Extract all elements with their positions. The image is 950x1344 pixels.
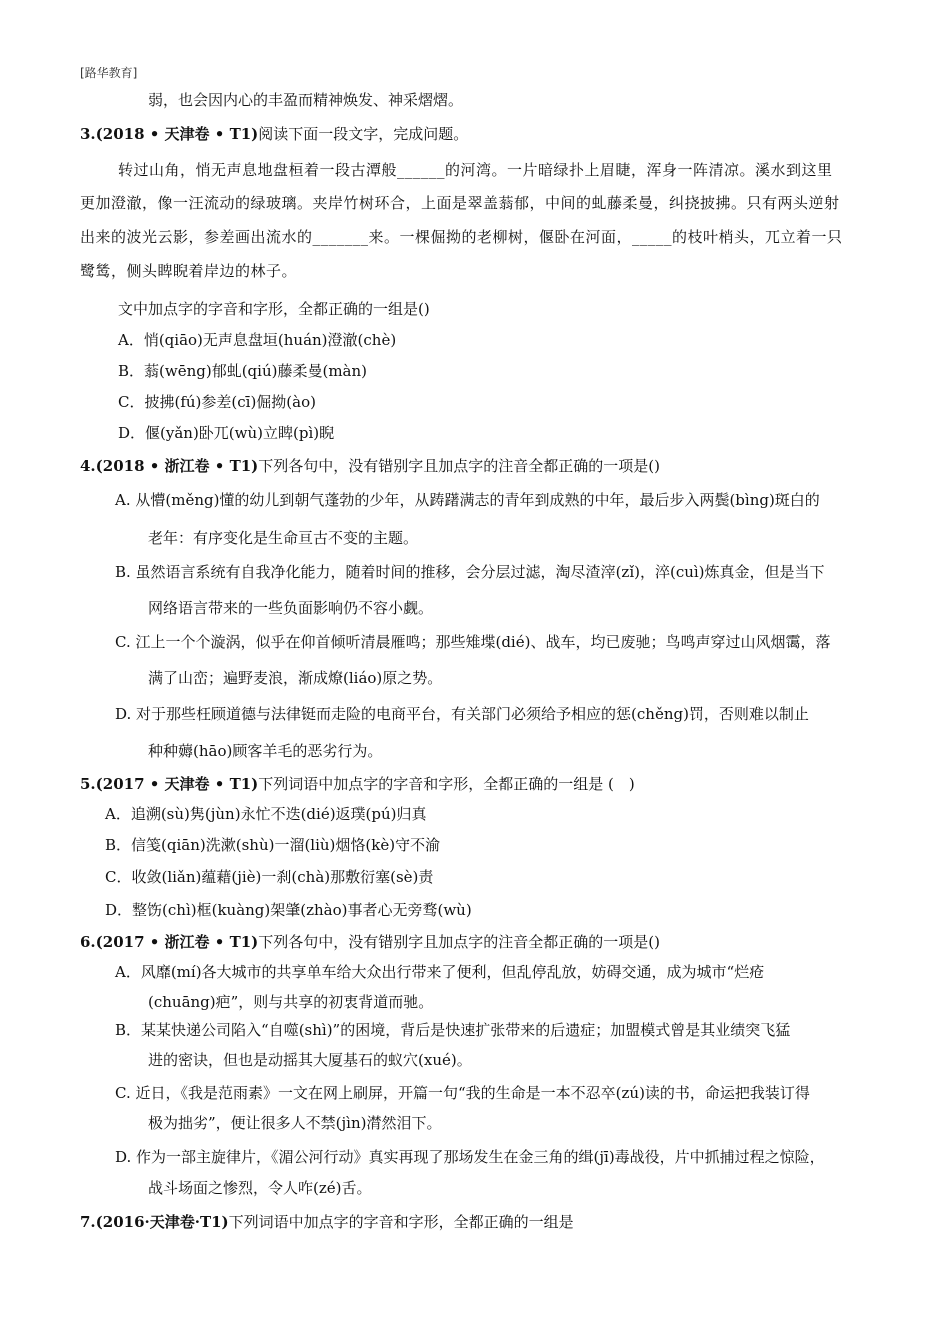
question-4-heading bbox=[80, 456, 660, 476]
question-6-stem: 下列各句中，没有错别字且加点字的注音全都正确的一项是() bbox=[258, 933, 660, 951]
question-5-title: 5.(2017 • 天津卷 • T1) bbox=[80, 775, 259, 793]
question-6-heading bbox=[80, 932, 660, 952]
question-6-title: 6.(2017 • 浙江卷 • T1) bbox=[80, 933, 259, 951]
question-6-option-a: A．风靡(mí)各大城市的共享单车给大众出行带来了便利，但乱停乱放，妨碍交通，成为城市“烂疮 bbox=[115, 963, 765, 981]
question-3-option-b: B．蓊(wēng)郁虬(qiú)藤柔曼(màn) bbox=[118, 362, 368, 380]
question-6-option-d: D. 作为一部主旋律片，《湄公河行动》真实再现了那场发生在金三角的缉(jī)毒战役，片中抓捕过程之惊险， bbox=[115, 1148, 825, 1166]
question-4-option-d-cont: 种种薅(hāo)顾客羊毛的恶劣行为。 bbox=[148, 742, 383, 760]
question-7-stem: 下列词语中加点字的字音和字形，全都正确的一组是 bbox=[228, 1213, 574, 1231]
question-6-option-c: C. 近日，《我是范雨素》一文在网上刷屏，开篇一句“我的生命是一本不忍卒(zú)读的书，命运把我装订得 bbox=[115, 1084, 810, 1102]
question-5-option-c: C．收敛(liǎn)蕴藉(jiè)一刹(chà)那敷衍塞(sè)责 bbox=[105, 868, 434, 886]
question-6-option-c-cont: 极为拙劣”，便让很多人不禁(jìn)潸然泪下。 bbox=[148, 1114, 442, 1132]
intro-line: 弱，也会因内心的丰盈而精神焕发、神采熠熠。 bbox=[148, 91, 464, 109]
question-4-option-b: B. 虽然语言系统有自我净化能力，随着时间的推移，会分层过滤，淘尽渣滓(zǐ)，淬(cuì)炼真金，但是当下 bbox=[115, 563, 825, 581]
question-5-stem: 下列词语中加点字的字音和字形，全都正确的一组是 ( ) bbox=[258, 775, 635, 793]
question-3-stem: 文中加点字的字音和字形，全都正确的一组是() bbox=[118, 300, 430, 318]
page-header: [路华教育] bbox=[80, 66, 138, 80]
question-4-option-c-cont: 满了山峦；遍野麦浪，渐成燎(liáo)原之势。 bbox=[148, 669, 443, 687]
question-4-title: 4.(2018 • 浙江卷 • T1) bbox=[80, 457, 259, 475]
question-4-option-a: A. 从懵(měng)懂的幼儿到朝气蓬勃的少年，从踌躇满志的青年到成熟的中年，最后步入两鬓(bìng)斑白的 bbox=[115, 491, 820, 509]
question-3-heading bbox=[80, 124, 468, 144]
question-4-option-c: C. 江上一个个漩涡，似乎在仰首倾听清晨雁鸣；那些雉堞(dié)、战车，均已废驰；鸟鸣声穿过山风烟霭，落 bbox=[115, 633, 831, 651]
question-3-prompt: 阅读下面一段文字，完成问题。 bbox=[258, 125, 469, 143]
question-6-option-b: B．某某快递公司陷入“自噬(shì)”的困境，背后是快速扩张带来的后遗症；加盟模式曾是其业绩突飞猛 bbox=[115, 1021, 791, 1039]
question-4-option-d: D. 对于那些枉顾道德与法律铤而走险的电商平台，有关部门必须给予相应的惩(chěng)罚，否则难以制止 bbox=[115, 705, 809, 723]
passage-line-2: 更加澄澈，像一汪流动的绿玻璃。夹岸竹树环合，上面是翠盖蓊郁，中间的虬藤柔曼，纠挠披拂。只有两头逆射 bbox=[80, 194, 840, 212]
passage-line-1: 转过山角，悄无声息地盘桓着一段古潭般______的河湾。一片暗绿扑上眉睫，浑身一阵清凉。溪水到这里 bbox=[118, 161, 833, 179]
question-7-title: 7.(2016·天津卷·T1) bbox=[80, 1213, 229, 1231]
question-4-option-a-cont: 老年：有序变化是生命亘古不变的主题。 bbox=[148, 529, 419, 547]
passage-line-4: 鹭鸶，侧头睥睨着岸边的林子。 bbox=[80, 262, 298, 280]
question-6-option-d-cont: 战斗场面之惨烈，令人咋(zé)舌。 bbox=[148, 1179, 372, 1197]
question-3-title: 3.(2018 • 天津卷 • T1) bbox=[80, 125, 259, 143]
question-5-heading bbox=[80, 774, 635, 794]
question-5-option-a: A．追溯(sù)隽(jùn)永忙不迭(dié)返璞(pú)归真 bbox=[105, 805, 427, 823]
question-7-heading bbox=[80, 1212, 574, 1232]
question-6-option-b-cont: 进的密诀，但也是动摇其大厦基石的蚁穴(xué)。 bbox=[148, 1051, 472, 1069]
question-6-option-a-cont: (chuāng)疤”，则与共享的初衷背道而驰。 bbox=[148, 993, 434, 1011]
question-5-option-b: B．信笺(qiān)洗漱(shù)一溜(liù)烟恪(kè)守不渝 bbox=[105, 836, 441, 854]
question-4-option-b-cont: 网络语言带来的一些负面影响仍不容小觑。 bbox=[148, 599, 434, 617]
question-5-option-d: D．整饬(chì)框(kuàng)架肇(zhào)事者心无旁骛(wù) bbox=[105, 901, 472, 919]
question-3-option-d: D．偃(yǎn)卧兀(wù)立睥(pì)睨 bbox=[118, 424, 335, 442]
question-3-option-a: A．悄(qiāo)无声息盘垣(huán)澄澈(chè) bbox=[118, 331, 397, 349]
question-3-option-c: C．披拂(fú)参差(cī)倔拗(ào) bbox=[118, 393, 316, 411]
passage-line-3: 出来的波光云影，参差画出流水的_______来。一棵倔拗的老柳树，偃卧在河面，_____的枝叶梢头，兀立着一只 bbox=[80, 228, 843, 246]
question-4-stem: 下列各句中，没有错别字且加点字的注音全都正确的一项是() bbox=[258, 457, 660, 475]
